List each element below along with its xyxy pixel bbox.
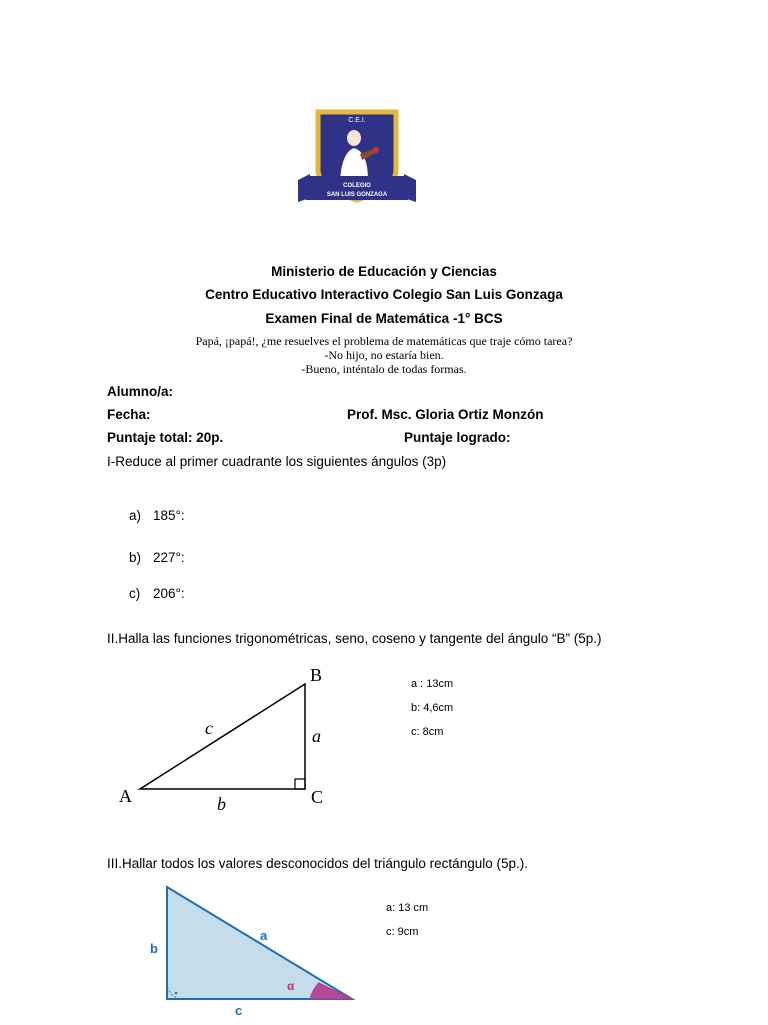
logo-top-text: C.E.I.: [348, 117, 366, 124]
section-2-triangle-figure: [110, 660, 340, 820]
item-value: 227°:: [153, 550, 185, 565]
vertex-a-label: A: [119, 786, 132, 806]
quote-line-2: -No hijo, no estaría bien.: [324, 348, 444, 362]
item-label: c): [129, 586, 141, 601]
section-1-title: I-Reduce al primer cuadrante los siguientes ángulos (3p): [107, 454, 447, 469]
side-a-label: a: [312, 726, 321, 746]
exam-title: Examen Final de Matemática -1° BCS: [265, 311, 503, 326]
section-1-item-c: [129, 586, 185, 601]
school-logo: [296, 108, 418, 206]
obtained-score-label: Puntaje logrado:: [404, 430, 511, 445]
side-c-label: c: [205, 718, 213, 738]
ministry-title: Ministerio de Educación y Ciencias: [271, 264, 497, 279]
section-2-data-a: a : 13cm: [411, 678, 454, 690]
vertex-b-label: B: [310, 665, 323, 685]
alpha-angle-label: α: [287, 979, 295, 993]
section-3-triangle-figure: [140, 880, 370, 1020]
section-3-title: III.Hallar todos los valores desconocidos del triángulo rectángulo (5p.).: [107, 856, 528, 871]
side-b-label: b: [150, 941, 158, 956]
quote-line-3: -Bueno, inténtalo de todas formas.: [301, 362, 467, 376]
section-1-item-b: [129, 550, 185, 565]
triangle-shape: [167, 887, 352, 999]
side-c-label: c: [235, 1003, 243, 1018]
triangle-abc-shape: [140, 684, 305, 789]
section-2-data-b: b: 4,6cm: [411, 702, 454, 714]
item-value: 206°:: [153, 586, 185, 601]
side-a-label: a: [260, 928, 268, 943]
section-3-data-c: c: 9cm: [386, 926, 419, 938]
item-label: b): [129, 550, 142, 565]
side-b-label: b: [217, 794, 226, 814]
date-field-label: Fecha:: [107, 407, 151, 422]
teacher-name: Prof. Msc. Gloria Ortiz Monzón: [347, 407, 544, 422]
right-angle-marker: [295, 779, 305, 789]
right-angle-dot: [175, 992, 178, 995]
quote-line-1: Papá, ¡papá!, ¿me resuelves el problema de matemáticas que traje cómo tarea?: [195, 334, 573, 348]
section-2-title: II.Halla las funciones trigonométricas, seno, coseno y tangente del ángulo “B” (5p.): [107, 631, 602, 646]
item-label: a): [129, 508, 142, 523]
section-1-item-a: [129, 508, 185, 523]
item-value: 185°:: [153, 508, 185, 523]
logo-banner-line1: COLEGIO: [343, 183, 371, 189]
total-score-label: Puntaje total: 20p.: [107, 430, 224, 445]
section-2-data-c: c: 8cm: [411, 726, 444, 738]
logo-banner-line2: SAN LUIS GONZAGA: [326, 192, 388, 198]
section-3-data-a: a: 13 cm: [386, 902, 429, 914]
school-name: Centro Educativo Interactivo Colegio San Luis Gonzaga: [205, 287, 563, 302]
student-field-label: Alumno/a:: [107, 384, 173, 399]
vertex-c-label: C: [311, 787, 324, 807]
